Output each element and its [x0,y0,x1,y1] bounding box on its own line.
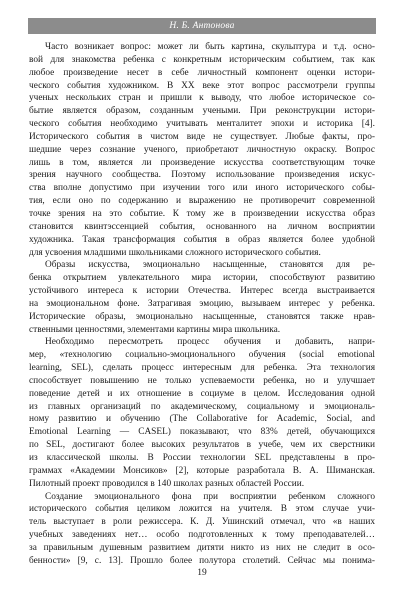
text-line: для усвоения младшими школьниками сложного исторического события. [29,247,321,258]
text-line: шедшие через сознание ученого, приобретают личностную окраску. Вопрос [29,144,375,155]
text-line: ческого события художником. В XX веке этот вопрос рассмотрели группы [29,80,375,91]
text-line: Создание эмоционального фона при восприятии ребенком сложного [45,491,375,502]
text-line: граммах «Академии Монсиков» [2], которые разработала В. А. Шиманская. [29,465,375,476]
text-line: тия, если оно по содержанию и выражению не противоречит современной [29,196,375,207]
text-line: из классической школы. В России технологии SEL представлены в про- [29,453,375,463]
text-line: по SEL, достигают более высоких результатов в учебе, чем их сверстники [29,440,375,451]
text-line: ному развитию и обучению (The Collaborative for Academic, Social, and [29,414,375,425]
text-line: учебных заведениях нет… особо подготовленных к тому преподавателей… [29,530,375,541]
text-line: любое произведение несет в себе личностный компонент оценки истори- [29,67,375,78]
text-line: ства вполне допустимо при изучении того или иного исторического собы- [29,183,375,194]
text-line: вой для знакомства ребенка с конкретным историческим событием, так как [29,54,375,65]
text-line: поведение детей и их отношение в социуме в целом. Исследования одной [29,388,375,399]
text-line: зрения научного сообщества. Поэтому использование произведения искус- [29,170,375,181]
text-line: бытие является образом, созданным учеными. При реконструкции истори- [29,106,375,117]
text-line: Emotional Learning — CASEL) показывают, что 83% детей, обучающихся [29,427,375,438]
text-line: художника. Такая трансформация события в образ является более удобной [29,234,375,245]
text-line: точке зрения на это событие. К тому же в произведении искусства образ [29,208,375,219]
text-line: бенка открытием увлекательного мира истории, способствуют развитию [29,273,375,284]
text-line: Исторического события в чистом виде не существует. Любые факты, про- [29,131,375,142]
text-line: Образы искусства, эмоционально насыщенные, становятся для ре- [45,260,375,271]
header-author: Н. Б. Антонова [169,21,235,31]
text-line: ственными ценностями, элементами картины мира школьника. [29,324,281,335]
text-line: бенности» [9, с. 13]. Прошло более полутора столетий. Сейчас мы понима- [29,555,375,566]
text-line: Часто возникает вопрос: может ли быть картина, скульптура и т.д. осно- [45,42,375,52]
text-line: лишь в том, является ли произведение искусства соответствующим точке [29,157,375,168]
text-line: ученых нескольких стран и пришли к выводу, что любое историческое со- [29,93,375,104]
text-line: устойчивого интереса к истории Отечества. Интерес всегда выстраивается [29,286,375,297]
body-text [29,41,375,568]
text-line: тель выступает в роли режиссера. К. Д. Ушинский отмечал, что «в наших [29,517,375,528]
text-line: learning, SEL), сделать процесс интересным для ребенка. Эта технология [29,363,375,374]
text-line: становится квинтэссенцией события, основанного на личном восприятии [29,221,375,232]
text-line: ческого события необходимо учитывать менталитет эпохи и историка [4]. [29,119,375,130]
page-number: 19 [197,568,207,578]
text-line: исторического события целиком ложится на учителя. В этом случае учи- [29,504,375,515]
text-line: Пилотный проект проводился в 140 школах разных областей России. [29,478,305,489]
text-line: мер, «технологию социально-эмоционального обучения (social emotional [29,350,375,361]
running-header [28,18,376,34]
text-line: способствует повышению не только успеваемости ребенка, но и улучшает [29,375,375,386]
text-line: из главных организаций по академическому, социальному и эмоциональ- [29,401,375,412]
text-line: на эмоциональном фоне. Затрагивая эмоцию, вызываем интерес у ребенка. [29,298,375,309]
text-line: Необходимо пересмотреть процесс обучения и добавить, напри- [45,337,375,348]
text-line: за правильным душевным развитием дитяти никто из них не следит в осо- [29,542,375,553]
text-line: Исторические образы, эмоционально насыщенные, становятся также нрав- [29,311,375,322]
